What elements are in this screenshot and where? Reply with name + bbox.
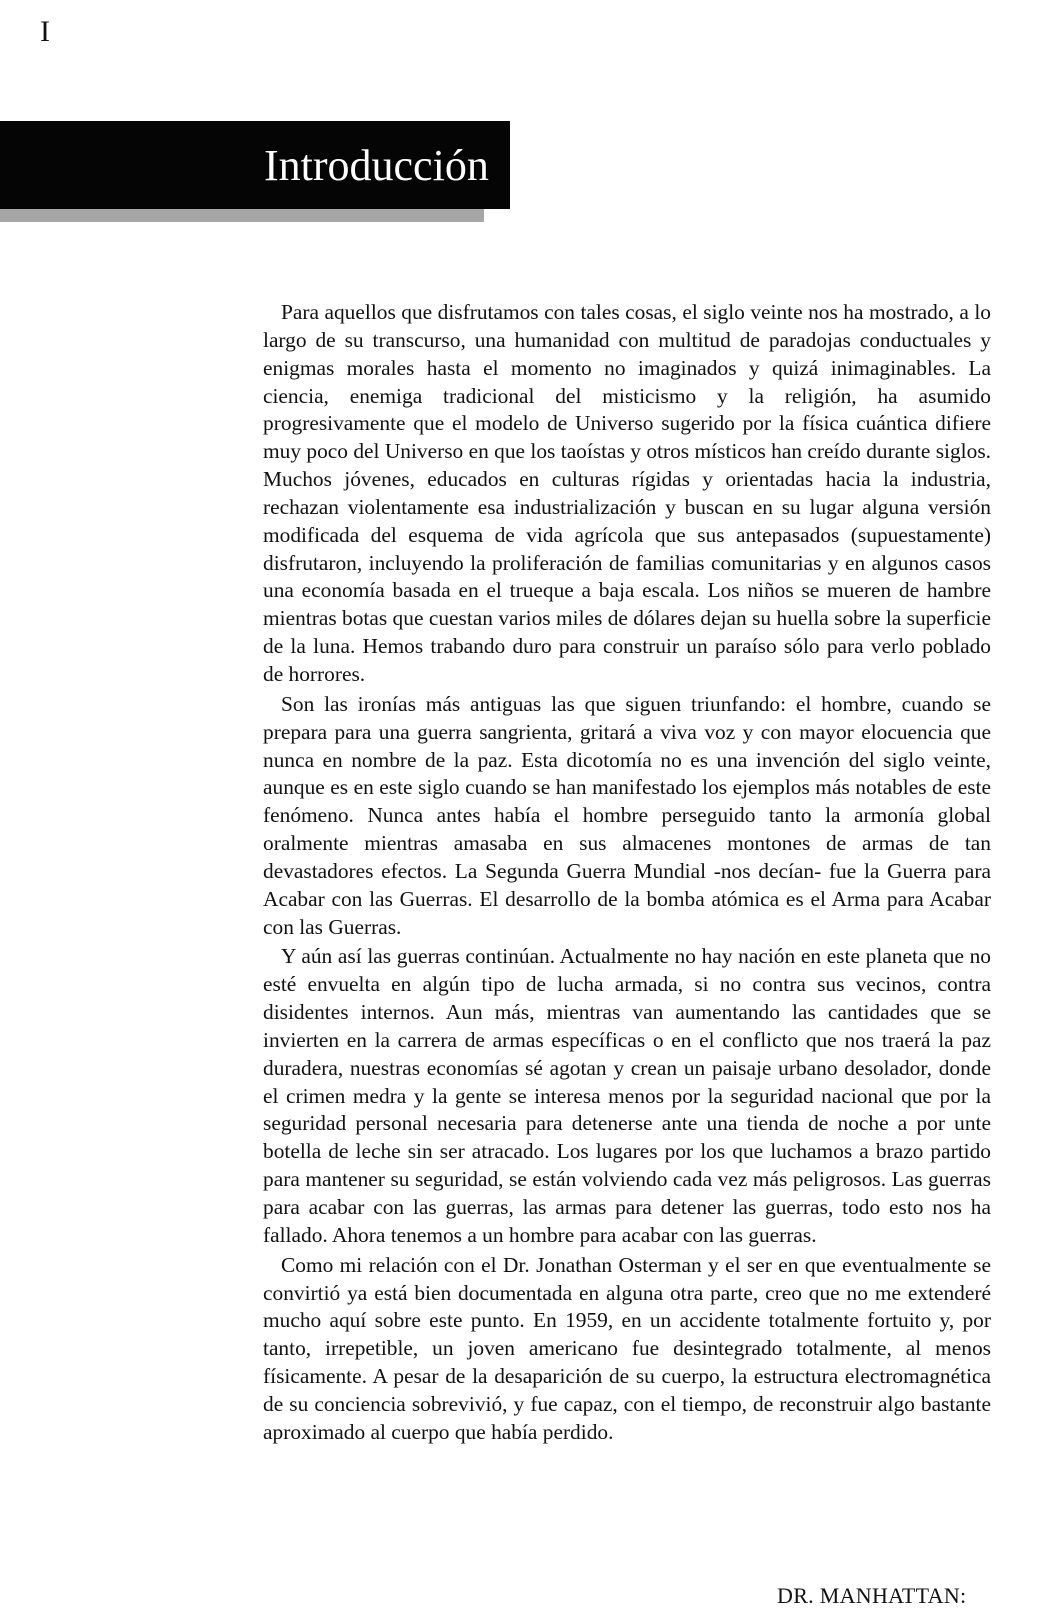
chapter-title: Introducción (264, 141, 489, 190)
chapter-number: I (40, 15, 50, 48)
running-head-footer: DR. MANHATTAN: (777, 1583, 967, 1608)
body-text (263, 299, 991, 1447)
paragraph-3: Y aún así las guerras continúan. Actualmente no hay nación en este planeta que no esté envuelta en algún tipo de lucha armada, si no contra sus vecinos, contra disidentes internos. Aun más, mientras van aumentando las cantidades que se invierten en la carrera de armas específicas o en el conflicto que nos traerá la paz duradera, nuestras economías sé agotan y crean un paisaje urbano desolador, donde el crimen medra y la gente se interesa menos por la seguridad nacional que por la seguridad personal necesaria para detenerse ante una tienda de noche a por unte botella de leche sin ser atracado. Los lugares por los que luchamos a brazo partido para mantener su seguridad, se están volviendo cada vez más peligrosos. Las guerras para acabar con las guerras, las armas para detener las guerras, todo esto nos ha fallado. Ahora tenemos a un hombre para acabar con las guerras. (263, 944, 991, 1247)
paragraph-1: Para aquellos que disfrutamos con tales cosas, el siglo veinte nos ha mostrado, a lo largo de su transcurso, una humanidad con multitud de paradojas conductuales y enigmas morales hasta el momento no imaginados y quizá inimaginables. La ciencia, enemiga tradicional del misticismo y la religión, ha asumido progresivamente que el modelo de Universo sugerido por la física cuántica difiere muy poco del Universo en que los taoístas y otros místicos han creído durante siglos. Muchos jóvenes, educados en culturas rígidas y orientadas hacia la industria, rechazan violentamente esa industrialización y buscan en su lugar alguna versión modificada del esquema de vida agrícola que sus antepasados (supuestamente) disfrutaron, incluyendo la proliferación de familias comunitarias y en algunos casos una economía basada en el trueque a baja escala. Los niños se mueren de hambre mientras botas que cuestan varios miles de dólares dejan su huella sobre la superficie de la luna. Hemos trabando duro para construir un paraíso sólo para verlo poblado de horrores. (263, 300, 991, 686)
paragraph-4: Como mi relación con el Dr. Jonathan Osterman y el ser en que eventualmente se convirtió ya está bien documentada en alguna otra parte, creo que no me extenderé mucho aquí sobre este punto. En 1959, en un accidente totalmente fortuito y, por tanto, irrepetible, un joven americano fue desintegrado totalmente, al menos físicamente. A pesar de la desaparición de su cuerpo, la estructura electromagnética de su conciencia sobrevivió, y fue capaz, con el tiempo, de reconstruir algo bastante aproximado al cuerpo que había perdido. (263, 1252, 991, 1444)
paragraph-2: Son las ironías más antiguas las que siguen triunfando: el hombre, cuando se prepara para una guerra sangrienta, gritará a viva voz y con mayor elocuencia que nunca en nombre de la paz. Esta dicotomía no es una invención del siglo veinte, aunque es en este siglo cuando se han manifestado los ejemplos más notables de este fenómeno. Nunca antes había el hombre perseguido tanto la armonía global oralmente mientras amasaba en sus almacenes montones de armas de tan devastadores efectos. La Segunda Guerra Mundial -nos decían- fue la Guerra para Acabar con las Guerras. El desarrollo de la bomba atómica es el Arma para Acabar con las Guerras. (263, 691, 991, 939)
